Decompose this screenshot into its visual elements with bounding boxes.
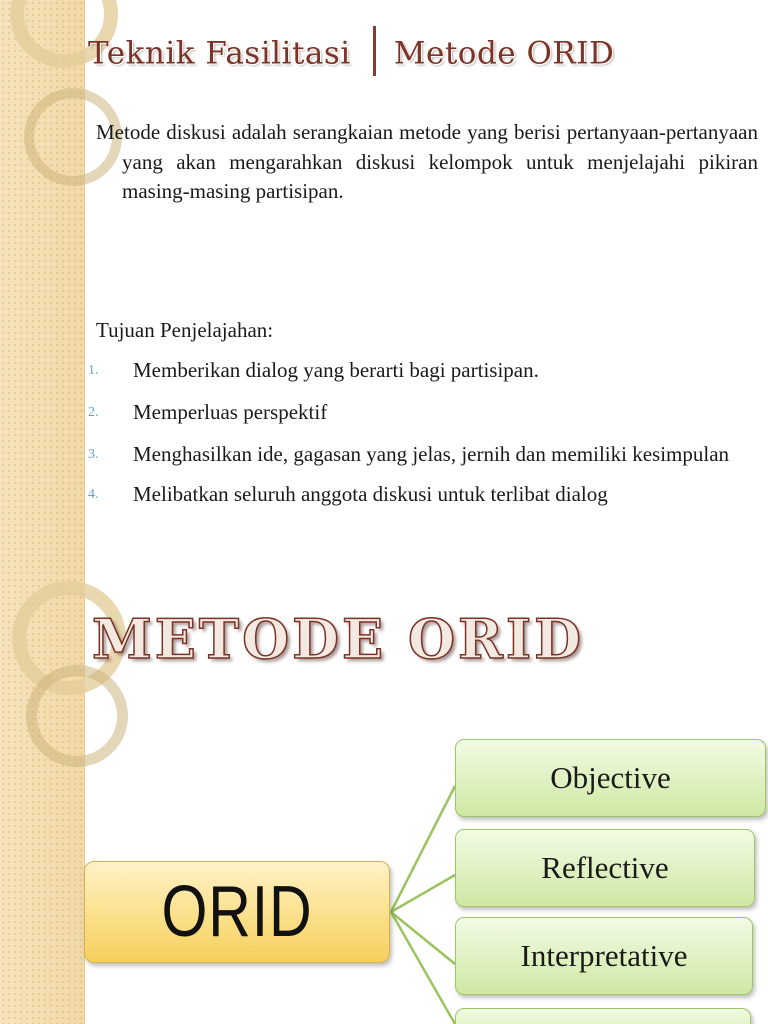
slide-title <box>88 30 758 80</box>
list-number: 4. <box>88 487 99 502</box>
decorative-side-strip <box>0 0 85 577</box>
title-left: Teknik Fasilitasi <box>88 35 351 72</box>
branch-node-reflective <box>455 829 755 907</box>
list-heading: Tujuan Penjelajahan: <box>96 318 274 342</box>
list-number: 3. <box>88 447 99 462</box>
branch-node-interpretative <box>455 917 753 995</box>
list-number: 2. <box>88 405 99 420</box>
branch-node-label: Reflective <box>541 850 669 885</box>
branch-node-decisional <box>455 1008 751 1024</box>
slide-title: METODE ORID <box>92 607 584 671</box>
slide-metode-orid <box>0 577 768 1024</box>
list-item-text: Memberikan dialog yang berarti bagi partisipan. <box>133 358 539 382</box>
connector-line <box>391 912 455 1024</box>
connector-line <box>391 912 455 964</box>
root-node-orid <box>84 861 390 963</box>
list-item <box>86 480 758 508</box>
list-item-text: Menghasilkan ide, gagasan yang jelas, jernih dan memiliki kesimpulan <box>133 442 730 466</box>
list-item <box>86 398 758 426</box>
branch-node-label: Interpretative <box>520 938 688 973</box>
list-item <box>86 356 758 384</box>
intro-paragraph: Metode diskusi adalah serangkaian metode yang berisi pertanyaan-pertanyaan yang akan mengarahkan diskusi kelompok untuk menjelajahi pikiran masing-masing partisipan. <box>96 120 758 203</box>
branch-node-objective <box>455 739 766 817</box>
list-number: 1. <box>88 363 99 378</box>
title-separator <box>373 26 376 76</box>
title-right: Metode ORID <box>393 35 615 72</box>
list-item-text: Melibatkan seluruh anggota diskusi untuk terlibat dialog <box>133 482 608 506</box>
branch-node-label: Objective <box>550 760 671 795</box>
list-item-text: Memperluas perspektif <box>133 400 328 424</box>
goal-list <box>86 356 758 522</box>
root-node-label: ORID <box>161 872 313 952</box>
list-item <box>86 440 758 468</box>
